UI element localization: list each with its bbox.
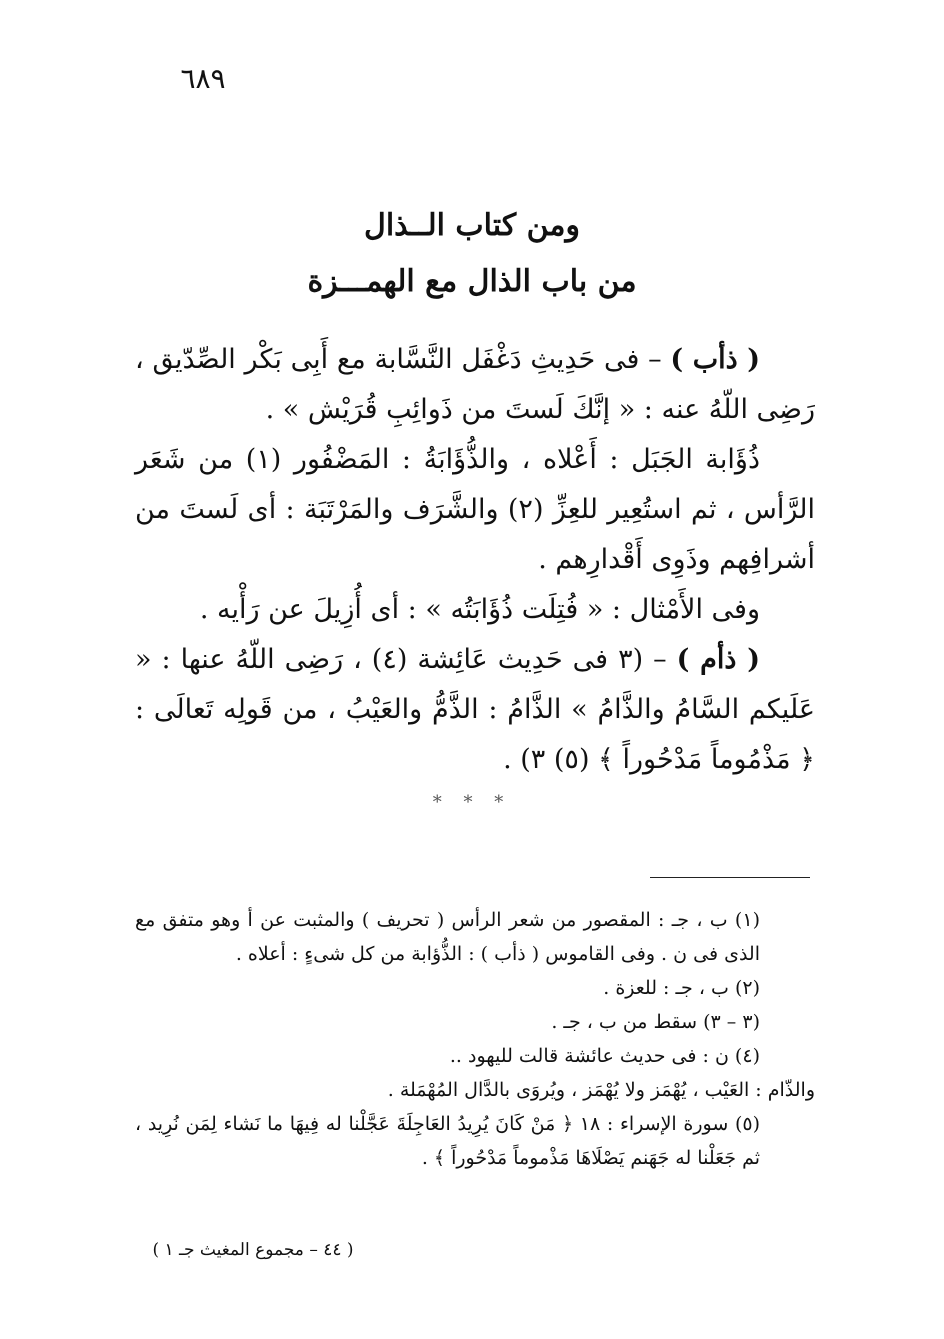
footnote-continuation: والذّام : العَيْب ، يُهْمَز ولا يُهْمَز ، ويُروَى بالدَّال المُهْمَلة .	[387, 1079, 815, 1101]
entry-dham	[135, 635, 815, 785]
footnote: (٥) سورة الإسراء : ١٨ ﴿ مَنْ كَانَ يُرِيدُ العَاجِلَةَ عَجَّلْنا له فِيهَا ما نَشاء لِمَن نُرِيد ، ثم جَعَلْنا له جَهَنم يَصْلَاهَا مَذْموماً مَدْحُوراً ﴾ .	[135, 1113, 760, 1169]
entry-dhab	[135, 335, 815, 435]
entry-text: – (٣ فى حَدِيث عَائِشة (٤) ، رَضِى اللّهُ عنها : « عَلَيكم السَّامُ والذَّامُ » الذَّامُ : الذَّمُّ والعَيْبُ ، من قَولِه تَعالَى : ﴿ مَذْمُوماً مَدْحُوراً ﴾ (٥) ٣) .	[135, 644, 815, 775]
footnotes	[135, 903, 815, 1175]
main-text	[135, 335, 815, 785]
signature-mark: ( ٤٤ – مجموع المغيث جـ ١ )	[152, 1240, 354, 1260]
footnote: (١) ب ، جـ : المقصور من شعر الرأس ( تحريف ) والمثبت عن أ وهو متفق مع الذى فى ن . وفى القاموس ( ذأب ) : الذُّؤابة من كل شىءٍ : أعلاه .	[135, 909, 760, 965]
page-number: ٦٨٩	[180, 62, 226, 95]
footnote: (٤) ن : فى حديث عائشة قالت لليهود ..	[449, 1045, 760, 1067]
entry-text: – فى حَدِيثِ دَغْفَل النَّسَّابة مع أَبِى بَكْر الصِّدّيق ، رَضِى اللّهُ عنه : « إنَّكَ لَستَ من ذَوائِبِ قُرَيْش » .	[135, 344, 815, 425]
footnote: (٣ – ٣) سقط من ب ، جـ .	[551, 1011, 760, 1033]
chapter-heading: من باب الذال مع الهمـــزة	[307, 264, 637, 299]
section-separator: * * *	[432, 792, 512, 813]
footnote: (٢) ب ، جـ : للعزة .	[603, 977, 760, 999]
entry-paragraph	[135, 585, 815, 635]
book-heading: ومن كتاب الــذال	[364, 208, 580, 243]
footnote-rule	[650, 877, 810, 878]
entry-text: وفى الأَمْثال : « فُتِلَت ذُؤَابَتُه » : أى أُزِيلَ عن رَأْيه .	[199, 594, 760, 625]
entry-word: ( ذأب )	[670, 344, 761, 375]
entry-text: ذُؤَابة الجَبَل : أَعْلاه ، والذُّؤَابَةُ : المَضْفُور (١) من شَعَر الرَّأس ، ثم استُعِير للعِزِّ (٢) والشَّرَف والمَرْتَبَة : أى لَستَ من أشرافِهم وذَوِى أَقْدارِهم .	[135, 444, 815, 575]
entry-word: ( ذأم )	[676, 644, 760, 675]
entry-paragraph	[135, 435, 815, 585]
